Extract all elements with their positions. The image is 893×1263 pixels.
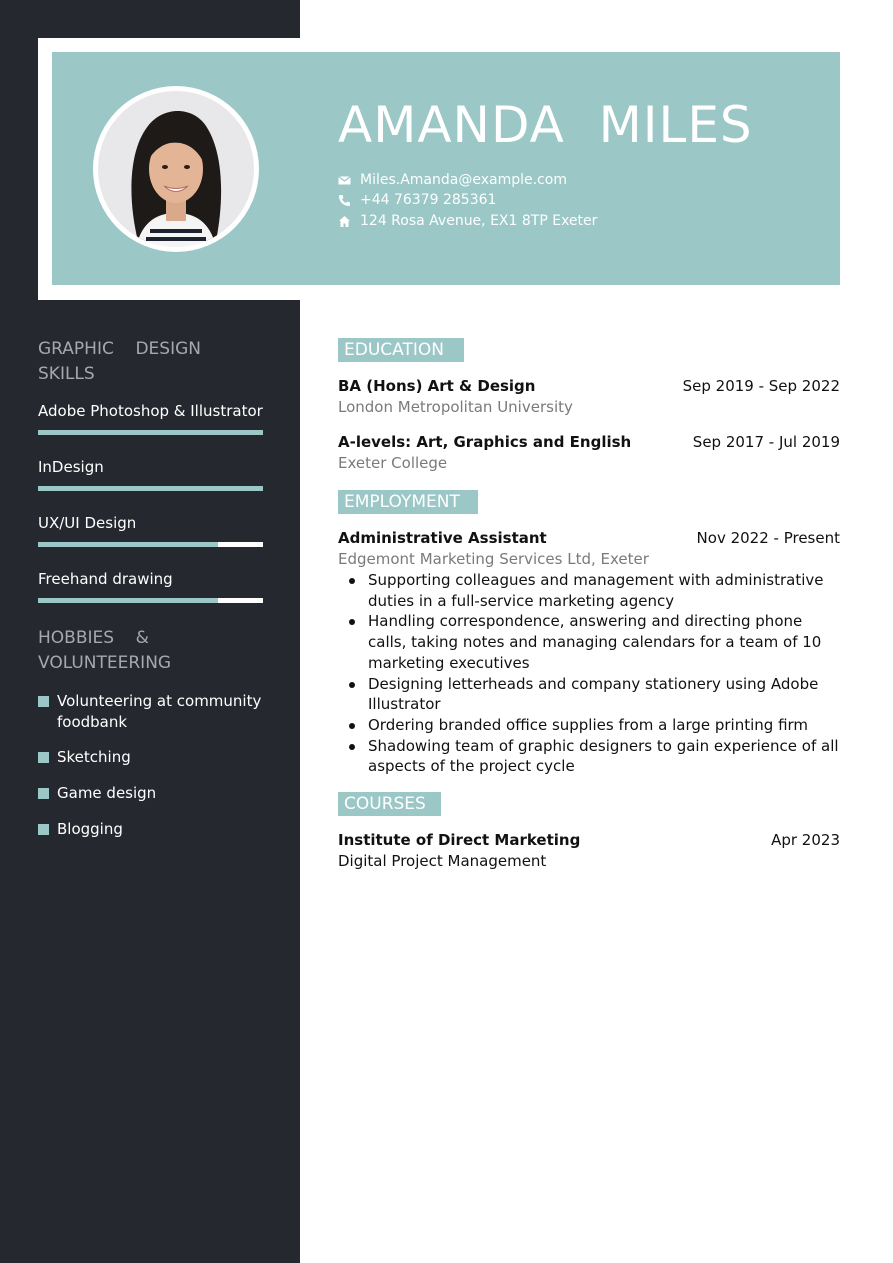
education-institution: Exeter College — [338, 454, 448, 472]
skill-bar-fill — [38, 430, 263, 435]
contact-phone[interactable] — [338, 190, 496, 210]
education-dates: Sep 2019 - Sep 2022 — [682, 377, 840, 395]
skills-heading-line-2: SKILLS — [38, 364, 95, 384]
skill-bar-fill — [38, 542, 218, 547]
course-provider: Institute of Direct Marketing — [338, 831, 581, 849]
square-bullet-icon — [38, 752, 49, 763]
job-duty-item: Handling correspondence, answering and directing phone calls, taking notes and managing calendars for a team of 10 marketing executives — [338, 611, 840, 673]
education-title: BA (Hons) Art & Design — [338, 377, 536, 395]
profile-photo — [93, 86, 259, 252]
skills-heading — [38, 337, 238, 387]
square-bullet-icon — [38, 824, 49, 835]
phone-text[interactable]: +44 76379 285361 — [360, 192, 497, 208]
hobby-label: Volunteering at community foodbank — [57, 692, 262, 731]
last-name: MILES — [598, 96, 753, 154]
job-duties-list — [338, 570, 840, 777]
phone-icon — [338, 194, 351, 207]
skill-bar — [38, 486, 263, 491]
hobby-item — [38, 819, 268, 840]
skill-bar-fill — [38, 486, 263, 491]
square-bullet-icon — [38, 696, 49, 707]
contact-address — [338, 211, 597, 231]
job-title: Administrative Assistant — [338, 529, 547, 547]
hobby-item — [38, 783, 268, 804]
job-duty-item: Supporting colleagues and management with administrative duties in a full-service marketing agency — [338, 570, 840, 611]
skill-label: InDesign — [38, 458, 104, 476]
contact-email[interactable] — [338, 170, 567, 190]
course-name: Digital Project Management — [338, 852, 547, 870]
education-heading: EDUCATION — [338, 338, 464, 362]
job-duty-item: Shadowing team of graphic designers to gain experience of all aspects of the project cycle — [338, 736, 840, 777]
candidate-name — [338, 92, 753, 158]
skill-bar-fill — [38, 598, 218, 603]
email-text[interactable]: Miles.Amanda@example.com — [360, 172, 567, 188]
courses-heading: COURSES — [338, 792, 441, 816]
job-employer: Edgemont Marketing Services Ltd, Exeter — [338, 550, 649, 568]
hobby-label: Game design — [57, 784, 157, 802]
square-bullet-icon — [38, 788, 49, 799]
education-dates: Sep 2017 - Jul 2019 — [692, 433, 840, 451]
hobby-label: Sketching — [57, 748, 131, 766]
job-duty-item: Designing letterheads and company stationery using Adobe Illustrator — [338, 674, 840, 715]
skill-bar — [38, 430, 263, 435]
hobby-item — [38, 691, 268, 733]
first-name: AMANDA — [338, 96, 565, 154]
skill-label: UX/UI Design — [38, 514, 137, 532]
hobbies-heading — [38, 626, 238, 676]
job-dates: Nov 2022 - Present — [696, 529, 840, 547]
skill-bar — [38, 598, 263, 603]
job-duty-item: Ordering branded office supplies from a large printing firm — [338, 715, 840, 736]
course-date: Apr 2023 — [771, 831, 840, 849]
skill-label: Freehand drawing — [38, 570, 173, 588]
skill-label: Adobe Photoshop & Illustrator — [38, 402, 263, 420]
profile-photo-image — [98, 91, 254, 247]
address-text: 124 Rosa Avenue, EX1 8TP Exeter — [360, 213, 598, 229]
employment-heading: EMPLOYMENT — [338, 490, 478, 514]
hobbies-heading-line-2: VOLUNTEERING — [38, 653, 172, 673]
skill-bar — [38, 542, 263, 547]
hobby-item — [38, 747, 268, 768]
envelope-icon — [338, 174, 351, 187]
home-icon — [338, 215, 351, 228]
hobbies-heading-line-1: HOBBIES & — [38, 628, 149, 648]
hobby-label: Blogging — [57, 820, 123, 838]
skills-heading-line-1: GRAPHIC DESIGN — [38, 339, 201, 359]
education-title: A-levels: Art, Graphics and English — [338, 433, 632, 451]
education-institution: London Metropolitan University — [338, 398, 573, 416]
